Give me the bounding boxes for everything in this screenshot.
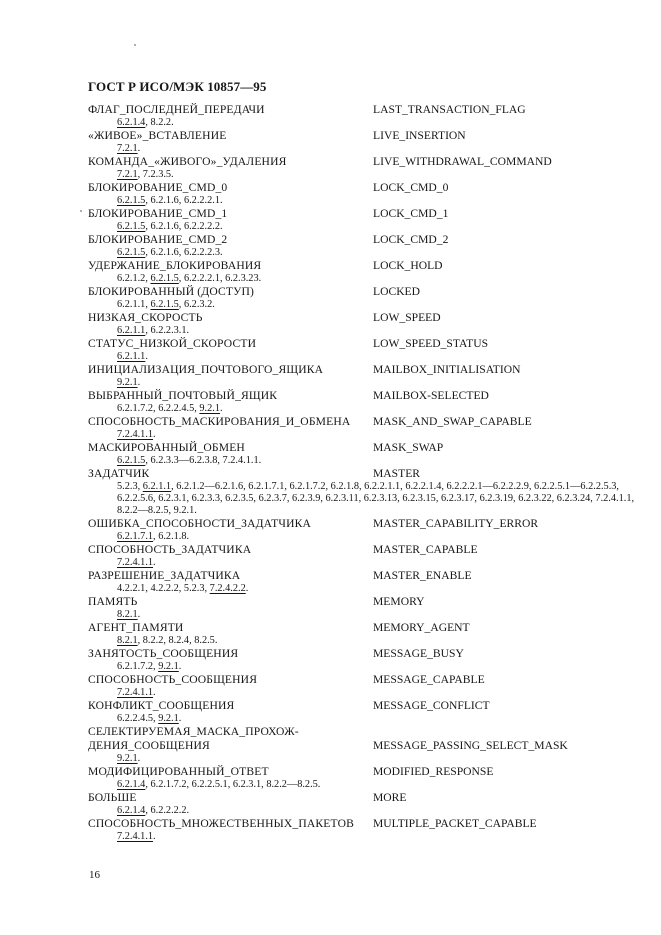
russian-term: ИНИЦИАЛИЗАЦИЯ_ПОЧТОВОГО_ЯЩИКА	[88, 363, 324, 376]
section-references	[88, 831, 648, 843]
section-references	[88, 779, 648, 791]
entry-term-row	[88, 791, 648, 805]
reference-text: .	[137, 377, 141, 388]
russian-term: АГЕНТ_ПАМЯТИ	[88, 621, 184, 634]
section-references	[88, 583, 648, 595]
primary-reference: 6.2.1.5	[117, 221, 146, 232]
english-term: MESSAGE_CONFLICT	[373, 699, 490, 712]
reference-text: .	[178, 713, 182, 724]
primary-reference: 6.2.1.1	[117, 351, 146, 362]
primary-reference: 9.2.1	[199, 403, 220, 414]
primary-reference: 7.2.4.2.2	[209, 583, 246, 594]
russian-term: БОЛЬШЕ	[88, 791, 137, 804]
entry-term-row	[88, 725, 648, 739]
entry-term-row	[88, 285, 648, 299]
primary-reference: 8.2.1	[117, 635, 138, 646]
primary-reference: 7.2.1	[117, 169, 138, 180]
english-term: LOCK_CMD_1	[373, 207, 449, 220]
reference-text: 6.2.1.1,	[117, 299, 151, 310]
reference-text: .	[137, 143, 141, 154]
english-term: MEMORY	[373, 595, 425, 608]
primary-reference: 6.2.1.7.1	[117, 531, 154, 542]
primary-reference: 8.2.1	[117, 609, 138, 620]
entry-term-row	[88, 363, 648, 377]
english-term: MASTER_CAPABLE	[373, 543, 478, 556]
reference-text: 6.2.2.4.5,	[117, 713, 159, 724]
reference-text: , 6.2.3.2.	[178, 299, 215, 310]
entry-term-row	[88, 595, 648, 609]
russian-term: КОМАНДА_«ЖИВОГО»_УДАЛЕНИЯ	[88, 155, 287, 168]
primary-reference: 9.2.1	[117, 377, 138, 388]
english-term: LOCKED	[373, 285, 421, 298]
entry-term-row	[88, 699, 648, 713]
primary-reference: 7.2.4.1.1	[117, 557, 154, 568]
reference-text: .	[137, 753, 141, 764]
entry-term-row	[88, 207, 648, 221]
russian-term: СПОСОБНОСТЬ_ЗАДАТЧИКА	[88, 543, 252, 556]
russian-term: ФЛАГ_ПОСЛЕДНЕЙ_ПЕРЕДАЧИ	[88, 103, 265, 116]
section-references	[88, 531, 648, 543]
reference-text: , 6.2.2.2.1, 6.2.3.23.	[178, 273, 262, 284]
section-references	[88, 455, 648, 467]
primary-reference: 7.2.4.1.1	[117, 429, 154, 440]
russian-term: ДЕНИЯ_СООБЩЕНИЯ	[88, 739, 210, 752]
index-entry	[88, 285, 648, 311]
reference-text: , 8.2.2, 8.2.4, 8.2.5.	[137, 635, 218, 646]
entry-term-row	[88, 517, 648, 531]
index-entry	[88, 595, 648, 621]
section-references	[88, 661, 648, 673]
reference-text: , 6.2.1.7.2, 6.2.2.5.1, 6.2.3.1, 8.2.2—8.2.5.	[145, 779, 321, 790]
primary-reference: 7.2.1	[117, 143, 138, 154]
english-term: MODIFIED_RESPONSE	[373, 765, 494, 778]
russian-term: СПОСОБНОСТЬ_МАСКИРОВАНИЯ_И_ОБМЕНА	[88, 415, 351, 428]
reference-text: .	[137, 609, 141, 620]
reference-text: .	[153, 429, 156, 440]
index-entry	[88, 647, 648, 673]
primary-reference: 9.2.1	[117, 753, 138, 764]
entry-term-row	[88, 337, 648, 351]
english-term: MASTER	[373, 467, 421, 480]
index-entry	[88, 103, 648, 129]
english-term: LIVE_INSERTION	[373, 129, 466, 142]
russian-term: ЗАНЯТОСТЬ_СООБЩЕНИЯ	[88, 647, 239, 660]
primary-reference: 7.2.4.1.1	[117, 687, 154, 698]
index-entry	[88, 543, 648, 569]
section-references	[88, 481, 648, 517]
entry-term-row	[88, 569, 648, 583]
english-term: MESSAGE_BUSY	[373, 647, 464, 660]
index-entry	[88, 415, 648, 441]
entry-term-row	[88, 181, 648, 195]
entry-term-row	[88, 155, 648, 169]
russian-term: КОНФЛИКТ_СООБЩЕНИЯ	[88, 699, 235, 712]
russian-term: МОДИФИЦИРОВАННЫЙ_ОТВЕТ	[88, 765, 269, 778]
index-entry	[88, 389, 648, 415]
index-entry	[88, 337, 648, 363]
section-references	[88, 143, 648, 155]
reference-text: , 8.2.2.	[145, 117, 174, 128]
reference-text: .	[153, 557, 156, 568]
reference-text: 5.2.3,	[117, 481, 143, 492]
entry-term-row	[88, 621, 648, 635]
reference-text: .	[153, 831, 156, 842]
scan-speck	[80, 210, 82, 212]
primary-reference: 6.2.1.5	[117, 455, 146, 466]
english-term: LOW_SPEED	[373, 311, 441, 324]
section-references	[88, 273, 648, 285]
index-entry	[88, 791, 648, 817]
index-entry	[88, 311, 648, 337]
section-references	[88, 635, 648, 647]
index-entry	[88, 441, 648, 467]
entry-term-row	[88, 739, 648, 753]
section-references	[88, 753, 648, 765]
section-references	[88, 325, 648, 337]
reference-text: .	[245, 583, 249, 594]
reference-text: , 6.2.1.2—6.2.1.6, 6.2.1.7.1, 6.2.1.7.2, 6.2.1.8, 6.2.2.1.1, 6.2.2.1.4, 6.2.2.2.1—6.2.2.2.9, 6.2.2.5.1—6.2.2.5.3, 6.2.2.5.6, 6.2.3.1, 6.2.3.3, 6.2.3.5, 6.2.3.7, 6.2.3.9, 6.2.3.11, 6.2.3.13, 6.2.3.15, 6.2.3.17, 6.2.3.19, 6.2.3.22, 6.2.3.24, 7.2.4.1.1, 8.2.2—8.2.5, 9.2.1.	[117, 481, 635, 516]
english-term: LOW_SPEED_STATUS	[373, 337, 489, 350]
russian-term: СПОСОБНОСТЬ_МНОЖЕСТВЕННЫХ_ПАКЕТОВ	[88, 817, 354, 830]
reference-text: .	[219, 403, 223, 414]
index-entry	[88, 569, 648, 595]
entry-term-row	[88, 467, 648, 481]
entry-term-row	[88, 765, 648, 779]
section-references	[88, 377, 648, 389]
reference-text: , 6.2.1.6, 6.2.2.2.2.	[145, 221, 223, 232]
reference-text: , 6.2.3.3—6.2.3.8, 7.2.4.1.1.	[145, 455, 262, 466]
reference-text: , 6.2.1.8.	[153, 531, 190, 542]
index-entry	[88, 817, 648, 843]
english-term: MASTER_ENABLE	[373, 569, 472, 582]
section-references	[88, 805, 648, 817]
russian-term: СТАТУС_НИЗКОЙ_СКОРОСТИ	[88, 337, 257, 350]
english-term: MESSAGE_CAPABLE	[373, 673, 485, 686]
entry-term-row	[88, 415, 648, 429]
english-term: MASK_AND_SWAP_CAPABLE	[373, 415, 532, 428]
index-entry	[88, 207, 648, 233]
reference-text: .	[145, 351, 148, 362]
russian-term: «ЖИВОЕ»_ВСТАВЛЕНИЕ	[88, 129, 227, 142]
english-term: LIVE_WITHDRAWAL_COMMAND	[373, 155, 552, 168]
english-term: MASK_SWAP	[373, 441, 444, 454]
russian-term: УДЕРЖАНИЕ_БЛОКИРОВАНИЯ	[88, 259, 262, 272]
russian-term: СЕЛЕКТИРУЕМАЯ_МАСКА_ПРОХОЖ-	[88, 725, 299, 738]
entry-term-row	[88, 129, 648, 143]
english-term: MASTER_CAPABILITY_ERROR	[373, 517, 539, 530]
index-entry	[88, 233, 648, 259]
index-entry	[88, 363, 648, 389]
primary-reference: 6.2.1.5	[150, 299, 179, 310]
entry-term-row	[88, 647, 648, 661]
english-term: MESSAGE_PASSING_SELECT_MASK	[373, 739, 568, 752]
reference-text: , 6.2.2.3.1.	[145, 325, 190, 336]
reference-text: .	[153, 687, 156, 698]
primary-reference: 6.2.1.5	[117, 195, 146, 206]
index-entry	[88, 517, 648, 543]
entry-term-row	[88, 389, 648, 403]
primary-reference: 9.2.1	[158, 661, 179, 672]
reference-text: .	[178, 661, 182, 672]
section-references	[88, 609, 648, 621]
section-references	[88, 557, 648, 569]
scan-speck	[134, 44, 136, 46]
reference-text: 4.2.2.1, 4.2.2.2, 5.2.3,	[117, 583, 210, 594]
section-references	[88, 687, 648, 699]
english-term: LOCK_HOLD	[373, 259, 443, 272]
primary-reference: 6.2.1.4	[117, 117, 146, 128]
russian-term: БЛОКИРОВАНИЕ_CMD_1	[88, 207, 228, 220]
english-term: MAILBOX_INITIALISATION	[373, 363, 521, 376]
russian-term: МАСКИРОВАННЫЙ_ОБМЕН	[88, 441, 245, 454]
entry-term-row	[88, 103, 648, 117]
english-term: MORE	[373, 791, 407, 804]
reference-text: , 6.2.1.6, 6.2.2.2.3.	[145, 247, 223, 258]
reference-text: , 7.2.3.5.	[137, 169, 174, 180]
reference-text: 6.2.1.7.2, 6.2.2.4.5,	[117, 403, 200, 414]
section-references	[88, 195, 648, 207]
russian-term: СПОСОБНОСТЬ_СООБЩЕНИЯ	[88, 673, 258, 686]
russian-term: ОШИБКА_СПОСОБНОСТИ_ЗАДАТЧИКА	[88, 517, 311, 530]
entry-term-row	[88, 441, 648, 455]
english-term: MEMORY_AGENT	[373, 621, 470, 634]
english-term: LOCK_CMD_0	[373, 181, 449, 194]
russian-term: БЛОКИРОВАНИЕ_CMD_0	[88, 181, 228, 194]
index-entry	[88, 155, 648, 181]
section-references	[88, 713, 648, 725]
russian-term: ПАМЯТЬ	[88, 595, 138, 608]
primary-reference: 6.2.1.5	[150, 273, 179, 284]
russian-term: НИЗКАЯ_СКОРОСТЬ	[88, 311, 203, 324]
section-references	[88, 403, 648, 415]
russian-term: ВЫБРАННЫЙ_ПОЧТОВЫЙ_ЯЩИК	[88, 389, 278, 402]
term-index	[88, 103, 648, 843]
page-number: 16	[89, 869, 100, 881]
index-entry	[88, 129, 648, 155]
entry-term-row	[88, 311, 648, 325]
russian-term: ЗАДАТЧИК	[88, 467, 150, 480]
primary-reference: 7.2.4.1.1	[117, 831, 154, 842]
index-entry	[88, 699, 648, 725]
russian-term: БЛОКИРОВАНИЕ_CMD_2	[88, 233, 228, 246]
english-term: LOCK_CMD_2	[373, 233, 449, 246]
section-references	[88, 247, 648, 259]
entry-term-row	[88, 543, 648, 557]
primary-reference: 6.2.1.1	[142, 481, 172, 492]
entry-term-row	[88, 817, 648, 831]
reference-text: 6.2.1.7.2,	[117, 661, 159, 672]
page-header: ГОСТ Р ИСО/МЭК 10857—95	[88, 79, 267, 94]
section-references	[88, 221, 648, 233]
section-references	[88, 117, 648, 129]
index-entry	[88, 765, 648, 791]
reference-text: , 6.2.2.2.2.	[145, 805, 190, 816]
section-references	[88, 351, 648, 363]
reference-text: 6.2.1.2,	[117, 273, 151, 284]
entry-term-row	[88, 233, 648, 247]
english-term: LAST_TRANSACTION_FLAG	[373, 103, 526, 116]
primary-reference: 6.2.1.5	[117, 247, 146, 258]
entry-term-row	[88, 259, 648, 273]
section-references	[88, 299, 648, 311]
english-term: MULTIPLE_PACKET_CAPABLE	[373, 817, 537, 830]
index-entry	[88, 259, 648, 285]
index-entry	[88, 467, 648, 517]
section-references	[88, 429, 648, 441]
reference-text: , 6.2.1.6, 6.2.2.2.1.	[145, 195, 223, 206]
primary-reference: 6.2.1.1	[117, 325, 146, 336]
index-entry	[88, 181, 648, 207]
index-entry	[88, 673, 648, 699]
index-entry	[88, 725, 648, 765]
english-term: MAILBOX-SELECTED	[373, 389, 489, 402]
primary-reference: 9.2.1	[158, 713, 179, 724]
entry-term-row	[88, 673, 648, 687]
russian-term: РАЗРЕШЕНИЕ_ЗАДАТЧИКА	[88, 569, 241, 582]
section-references	[88, 169, 648, 181]
primary-reference: 6.2.1.4	[117, 805, 146, 816]
russian-term: БЛОКИРОВАННЫЙ (ДОСТУП)	[88, 285, 255, 298]
primary-reference: 6.2.1.4	[117, 779, 146, 790]
index-entry	[88, 621, 648, 647]
